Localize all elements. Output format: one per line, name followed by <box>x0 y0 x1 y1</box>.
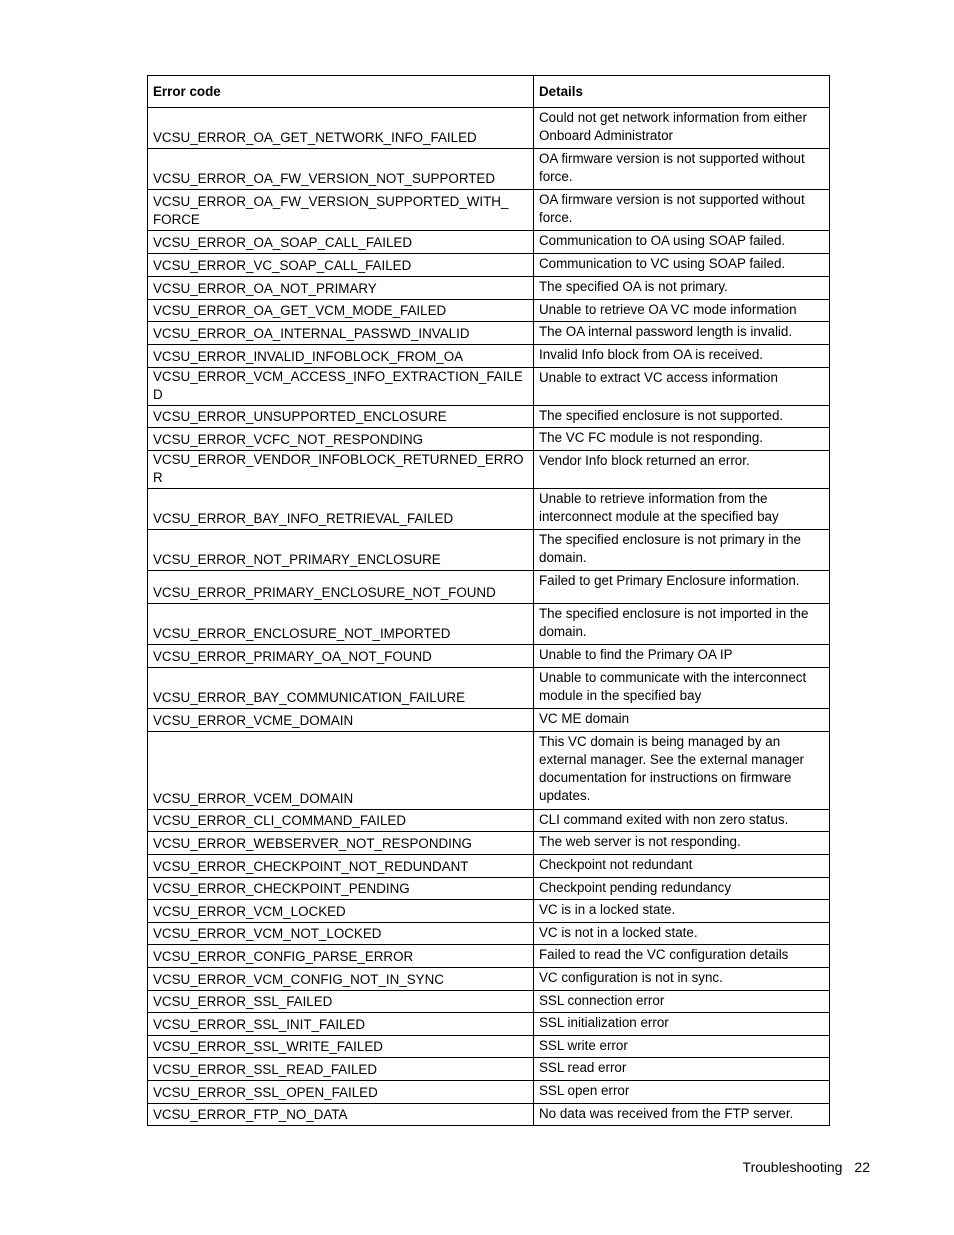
error-details-cell: SSL initialization error <box>534 1013 830 1036</box>
table-header-row <box>148 76 830 108</box>
table-row <box>148 604 830 645</box>
table-row <box>148 1081 830 1104</box>
error-code-cell: VCSU_ERROR_VCEM_DOMAIN <box>148 732 534 810</box>
table-row <box>148 300 830 322</box>
error-details-cell: Checkpoint pending redundancy <box>534 878 830 900</box>
table-row <box>148 991 830 1013</box>
header-error-code: Error code <box>148 76 534 108</box>
table-row <box>148 709 830 732</box>
error-details-cell: The specified enclosure is not supported. <box>534 406 830 428</box>
table-row <box>148 345 830 368</box>
error-code-cell: VCSU_ERROR_UNSUPPORTED_ENCLOSURE <box>148 406 534 428</box>
error-code-cell: VCSU_ERROR_PRIMARY_OA_NOT_FOUND <box>148 645 534 668</box>
error-code-cell: VCSU_ERROR_VCME_DOMAIN <box>148 709 534 732</box>
error-code-cell: VCSU_ERROR_ENCLOSURE_NOT_IMPORTED <box>148 604 534 645</box>
error-details-cell: Vendor Info block returned an error. <box>534 451 830 489</box>
error-details-cell: Communication to VC using SOAP failed. <box>534 254 830 277</box>
error-details-cell: VC configuration is not in sync. <box>534 968 830 991</box>
table-row <box>148 810 830 832</box>
table-row <box>148 149 830 190</box>
error-code-cell: VCSU_ERROR_OA_FW_VERSION_NOT_SUPPORTED <box>148 149 534 190</box>
error-code-cell: VCSU_ERROR_CHECKPOINT_PENDING <box>148 878 534 900</box>
page-footer <box>700 1159 870 1175</box>
table-row <box>148 900 830 923</box>
table-row <box>148 732 830 810</box>
error-details-cell: Unable to retrieve information from the interconnect module at the specified bay <box>534 489 830 530</box>
error-code-cell: VCSU_ERROR_VCM_LOCKED <box>148 900 534 923</box>
error-code-cell: VCSU_ERROR_VCM_CONFIG_NOT_IN_SYNC <box>148 968 534 991</box>
header-details: Details <box>534 76 830 108</box>
error-details-cell: The specified OA is not primary. <box>534 277 830 300</box>
error-code-cell: VCSU_ERROR_VENDOR_INFOBLOCK_RETURNED_ERROR <box>148 451 534 489</box>
error-code-cell: VCSU_ERROR_BAY_INFO_RETRIEVAL_FAILED <box>148 489 534 530</box>
error-code-cell: VCSU_ERROR_SSL_OPEN_FAILED <box>148 1081 534 1104</box>
error-code-cell: VCSU_ERROR_OA_GET_NETWORK_INFO_FAILED <box>148 108 534 149</box>
table-row <box>148 190 830 231</box>
error-code-cell: VCSU_ERROR_VCM_NOT_LOCKED <box>148 923 534 945</box>
table-row <box>148 428 830 451</box>
table-row <box>148 489 830 530</box>
error-details-cell: SSL open error <box>534 1081 830 1104</box>
error-code-cell: VCSU_ERROR_WEBSERVER_NOT_RESPONDING <box>148 832 534 855</box>
footer-section-title: Troubleshooting <box>742 1159 843 1175</box>
error-code-cell: VCSU_ERROR_SSL_FAILED <box>148 991 534 1013</box>
error-details-cell: VC ME domain <box>534 709 830 732</box>
table-row <box>148 1036 830 1058</box>
error-code-cell: VCSU_ERROR_NOT_PRIMARY_ENCLOSURE <box>148 530 534 571</box>
table-row <box>148 1058 830 1081</box>
error-code-cell: VCSU_ERROR_INVALID_INFOBLOCK_FROM_OA <box>148 345 534 368</box>
table-row <box>148 1013 830 1036</box>
error-code-cell: VCSU_ERROR_VCFC_NOT_RESPONDING <box>148 428 534 451</box>
error-code-cell: VCSU_ERROR_SSL_INIT_FAILED <box>148 1013 534 1036</box>
table-row <box>148 668 830 709</box>
error-code-cell: VCSU_ERROR_SSL_READ_FAILED <box>148 1058 534 1081</box>
error-code-cell: VCSU_ERROR_CHECKPOINT_NOT_REDUNDANT <box>148 855 534 878</box>
error-code-cell: VCSU_ERROR_SSL_WRITE_FAILED <box>148 1036 534 1058</box>
error-details-cell: Unable to extract VC access information <box>534 368 830 406</box>
error-details-cell: Unable to find the Primary OA IP <box>534 645 830 668</box>
error-details-cell: Invalid Info block from OA is received. <box>534 345 830 368</box>
error-code-table <box>147 75 830 1126</box>
error-details-cell: The specified enclosure is not imported in the domain. <box>534 604 830 645</box>
error-details-cell: CLI command exited with non zero status. <box>534 810 830 832</box>
error-details-cell: VC is not in a locked state. <box>534 923 830 945</box>
page-number: 22 <box>854 1159 870 1175</box>
error-details-cell: SSL connection error <box>534 991 830 1013</box>
error-details-cell: Failed to read the VC configuration details <box>534 945 830 968</box>
table-row <box>148 832 830 855</box>
table-row <box>148 1104 830 1126</box>
table-row <box>148 254 830 277</box>
table-row <box>148 406 830 428</box>
error-details-cell: This VC domain is being managed by an external manager. See the external manager documentation for instructions on firmware updates. <box>534 732 830 810</box>
table-row <box>148 923 830 945</box>
table-row <box>148 451 830 489</box>
error-details-cell: Unable to retrieve OA VC mode information <box>534 300 830 322</box>
table-row <box>148 322 830 345</box>
error-details-cell: Communication to OA using SOAP failed. <box>534 231 830 254</box>
error-details-cell: Checkpoint not redundant <box>534 855 830 878</box>
error-code-cell: VCSU_ERROR_FTP_NO_DATA <box>148 1104 534 1126</box>
error-details-cell: No data was received from the FTP server. <box>534 1104 830 1126</box>
table-row <box>148 878 830 900</box>
error-details-cell: The VC FC module is not responding. <box>534 428 830 451</box>
error-code-cell: VCSU_ERROR_OA_SOAP_CALL_FAILED <box>148 231 534 254</box>
error-code-cell: VCSU_ERROR_VC_SOAP_CALL_FAILED <box>148 254 534 277</box>
error-details-cell: SSL read error <box>534 1058 830 1081</box>
table-row <box>148 108 830 149</box>
error-code-cell: VCSU_ERROR_OA_INTERNAL_PASSWD_INVALID <box>148 322 534 345</box>
error-code-cell: VCSU_ERROR_OA_FW_VERSION_SUPPORTED_WITH_ FORCE <box>148 190 534 231</box>
table-row <box>148 855 830 878</box>
error-code-cell: VCSU_ERROR_PRIMARY_ENCLOSURE_NOT_FOUND <box>148 571 534 604</box>
table-row <box>148 231 830 254</box>
error-details-cell: VC is in a locked state. <box>534 900 830 923</box>
error-details-cell: The OA internal password length is invalid. <box>534 322 830 345</box>
error-details-cell: Unable to communicate with the interconnect module in the specified bay <box>534 668 830 709</box>
table-row <box>148 645 830 668</box>
table-row <box>148 571 830 604</box>
table-row <box>148 277 830 300</box>
error-code-cell: VCSU_ERROR_CLI_COMMAND_FAILED <box>148 810 534 832</box>
error-details-cell: SSL write error <box>534 1036 830 1058</box>
error-code-cell: VCSU_ERROR_OA_GET_VCM_MODE_FAILED <box>148 300 534 322</box>
error-details-cell: OA firmware version is not supported without force. <box>534 190 830 231</box>
error-details-cell: Failed to get Primary Enclosure information. <box>534 571 830 604</box>
error-code-cell: VCSU_ERROR_CONFIG_PARSE_ERROR <box>148 945 534 968</box>
table-row <box>148 968 830 991</box>
error-code-cell: VCSU_ERROR_OA_NOT_PRIMARY <box>148 277 534 300</box>
error-details-cell: OA firmware version is not supported without force. <box>534 149 830 190</box>
table-row <box>148 530 830 571</box>
error-code-cell: VCSU_ERROR_BAY_COMMUNICATION_FAILURE <box>148 668 534 709</box>
table-row <box>148 945 830 968</box>
error-details-cell: The specified enclosure is not primary in the domain. <box>534 530 830 571</box>
error-details-cell: Could not get network information from either Onboard Administrator <box>534 108 830 149</box>
error-details-cell: The web server is not responding. <box>534 832 830 855</box>
error-code-cell: VCSU_ERROR_VCM_ACCESS_INFO_EXTRACTION_FAILED <box>148 368 534 406</box>
table-row <box>148 368 830 406</box>
